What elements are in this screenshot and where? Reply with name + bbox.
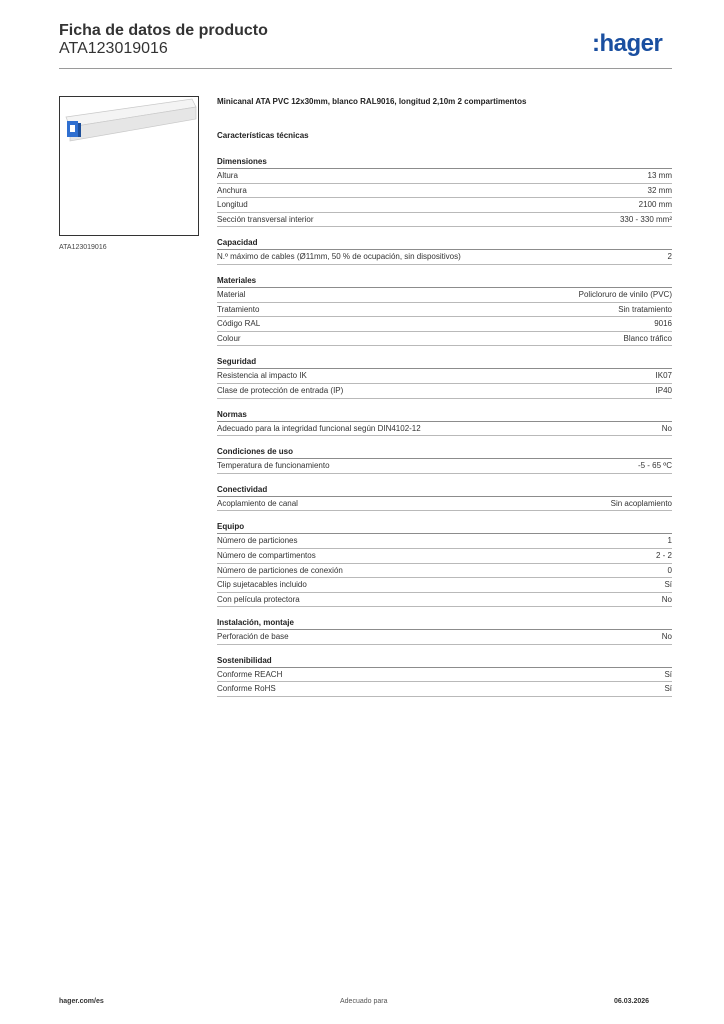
spec-row [217,549,672,564]
spec-value: 2 [667,252,672,262]
product-name: Minicanal ATA PVC 12x30mm, blanco RAL9016, longitud 2,10m 2 compartimentos [217,97,527,106]
spec-section [217,483,672,512]
spec-label: Código RAL [217,319,261,329]
footer-date: 06.03.2026 [614,998,650,1005]
spec-row [217,497,672,512]
spec-label: N.º máximo de cables (Ø11mm, 50 % de ocupación, sin dispositivos) [217,252,461,262]
section-title: Seguridad [217,355,672,369]
spec-row [217,332,672,347]
spec-row [217,593,672,608]
spec-value: 13 mm [647,171,672,180]
spec-row [217,213,672,228]
spec-row [217,564,672,579]
spec-value: 2100 mm [638,200,672,210]
section-title: Condiciones de uso [217,445,672,459]
spec-row [217,288,672,303]
spec-row [217,169,672,184]
spec-value: 1 [667,536,672,546]
spec-value: Sin tratamiento [618,304,672,314]
spec-label: Clase de protección de entrada (IP) [217,385,344,395]
spec-label: Anchura [217,185,247,195]
spec-row [217,459,672,474]
spec-value: No [661,423,672,433]
footer-website: hager.com/es [59,998,104,1005]
cable-trunking-illustration [60,97,198,235]
spec-label: Longitud [217,200,248,210]
spec-section [217,274,672,346]
spec-label: Número de particiones [217,536,298,546]
characteristics-title: Características técnicas [217,131,309,140]
header-divider [59,68,672,69]
product-code: ATA123019016 [59,40,168,57]
spec-row [217,422,672,437]
spec-label: Clip sujetacables incluido [217,580,307,590]
footer-note: Adecuado para [340,998,388,1005]
page-title: Ficha de datos de producto [59,22,268,39]
spec-value: 330 - 330 mm² [619,214,672,224]
spec-section [217,355,672,398]
spec-label: Adecuado para la integridad funcional según DIN4102-12 [217,423,421,433]
spec-label: Acoplamiento de canal [217,498,298,508]
spec-row [217,668,672,683]
spec-section [217,155,672,227]
spec-label: Sección transversal interior [217,214,314,224]
spec-value: No [661,632,672,642]
spec-row [217,184,672,199]
spec-section [217,520,672,607]
spec-value: IP40 [655,385,672,395]
spec-row [217,369,672,384]
spec-value: Sí [664,684,672,694]
spec-value: IK07 [655,371,672,381]
spec-row [217,578,672,593]
spec-label: Material [217,289,246,299]
section-title: Normas [217,408,672,422]
spec-value: 2 - 2 [655,550,672,560]
spec-row [217,384,672,399]
spec-label: Con película protectora [217,594,300,604]
spec-label: Conforme RoHS [217,684,276,694]
section-title: Equipo [217,520,672,534]
spec-label: Colour [217,333,241,343]
image-caption: ATA123019016 [59,244,107,251]
spec-label: Conforme REACH [217,669,283,679]
section-title: Instalación, montaje [217,616,672,630]
spec-label: Tratamiento [217,304,260,314]
spec-value: -5 - 65 ºC [637,461,672,471]
spec-value: Policloruro de vinilo (PVC) [578,289,672,299]
spec-table [217,155,672,706]
spec-value: Sí [664,669,672,679]
spec-row [217,534,672,549]
spec-section [217,236,672,265]
spec-label: Temperatura de funcionamiento [217,461,330,471]
spec-row [217,682,672,697]
spec-value: 0 [667,565,672,575]
spec-value: Blanco tráfico [623,333,672,343]
spec-value: 9016 [654,319,672,329]
spec-value: Sí [664,580,672,590]
spec-label: Número de compartimentos [217,550,316,560]
spec-label: Número de particiones de conexión [217,565,343,575]
spec-value: 32 mm [647,185,672,195]
spec-section [217,654,672,697]
spec-value: No [661,594,672,604]
section-title: Capacidad [217,236,672,250]
spec-row [217,198,672,213]
spec-section [217,408,672,437]
spec-value: Sin acoplamiento [610,498,672,508]
spec-row [217,630,672,645]
hager-logo: :hager [592,30,663,57]
section-title: Sostenibilidad [217,654,672,668]
section-title: Conectividad [217,483,672,497]
section-title: Dimensiones [217,155,672,169]
spec-row [217,250,672,265]
spec-row [217,303,672,318]
spec-label: Altura [217,171,238,180]
spec-label: Perforación de base [217,632,289,642]
spec-row [217,317,672,332]
spec-section [217,445,672,474]
product-image [59,96,199,236]
spec-section [217,616,672,645]
section-title: Materiales [217,274,672,288]
spec-label: Resistencia al impacto IK [217,371,307,381]
